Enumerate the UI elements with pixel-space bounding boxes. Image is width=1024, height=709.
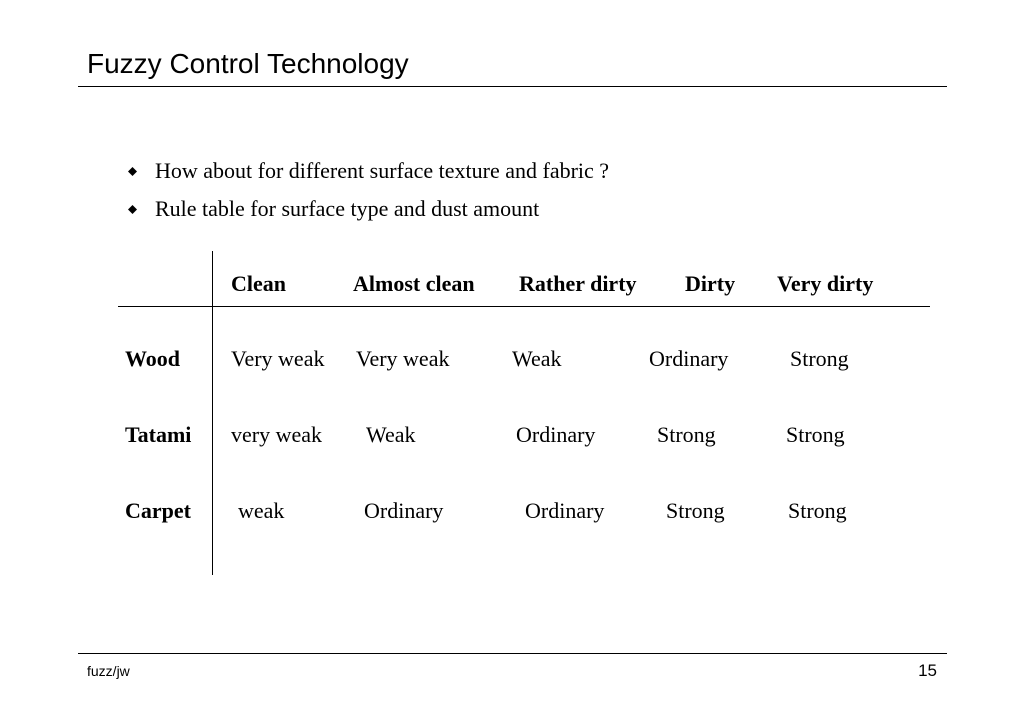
table-cell: Weak xyxy=(366,422,416,447)
bullet-text: Rule table for surface type and dust amount xyxy=(155,196,540,221)
table-cell: Weak xyxy=(512,346,562,371)
row-label-tatami: Tatami xyxy=(125,422,192,447)
table-cell: Strong xyxy=(666,498,725,523)
page-number: 15 xyxy=(918,661,937,680)
table-cell: Ordinary xyxy=(525,498,605,523)
table-cell: Very weak xyxy=(231,346,325,371)
column-header-dirty: Dirty xyxy=(685,271,736,296)
table-cell: Strong xyxy=(657,422,716,447)
title-divider xyxy=(78,86,947,87)
row-label-wood: Wood xyxy=(125,346,181,371)
table-cell: weak xyxy=(238,498,285,523)
column-header-clean: Clean xyxy=(231,271,286,296)
table-cell: Strong xyxy=(786,422,845,447)
table-header-divider xyxy=(118,306,930,307)
table-cell: Very weak xyxy=(356,346,450,371)
diamond-bullet-icon xyxy=(128,167,137,176)
footer-divider xyxy=(78,653,947,654)
bullet-text: How about for different surface texture and fabric ? xyxy=(155,158,610,183)
column-header-almost-clean: Almost clean xyxy=(353,271,475,296)
diamond-bullet-icon xyxy=(128,205,137,214)
table-cell: Ordinary xyxy=(649,346,729,371)
column-header-very-dirty: Very dirty xyxy=(777,271,874,296)
table-cell: Strong xyxy=(790,346,849,371)
slide-title: Fuzzy Control Technology xyxy=(87,48,409,79)
column-header-rather-dirty: Rather dirty xyxy=(519,271,637,296)
table-cell: Ordinary xyxy=(364,498,444,523)
row-label-carpet: Carpet xyxy=(125,498,191,523)
table-cell: very weak xyxy=(231,422,323,447)
table-cell: Ordinary xyxy=(516,422,596,447)
footer-label: fuzz/jw xyxy=(87,663,130,679)
table-cell: Strong xyxy=(788,498,847,523)
table-vertical-divider xyxy=(212,251,213,575)
